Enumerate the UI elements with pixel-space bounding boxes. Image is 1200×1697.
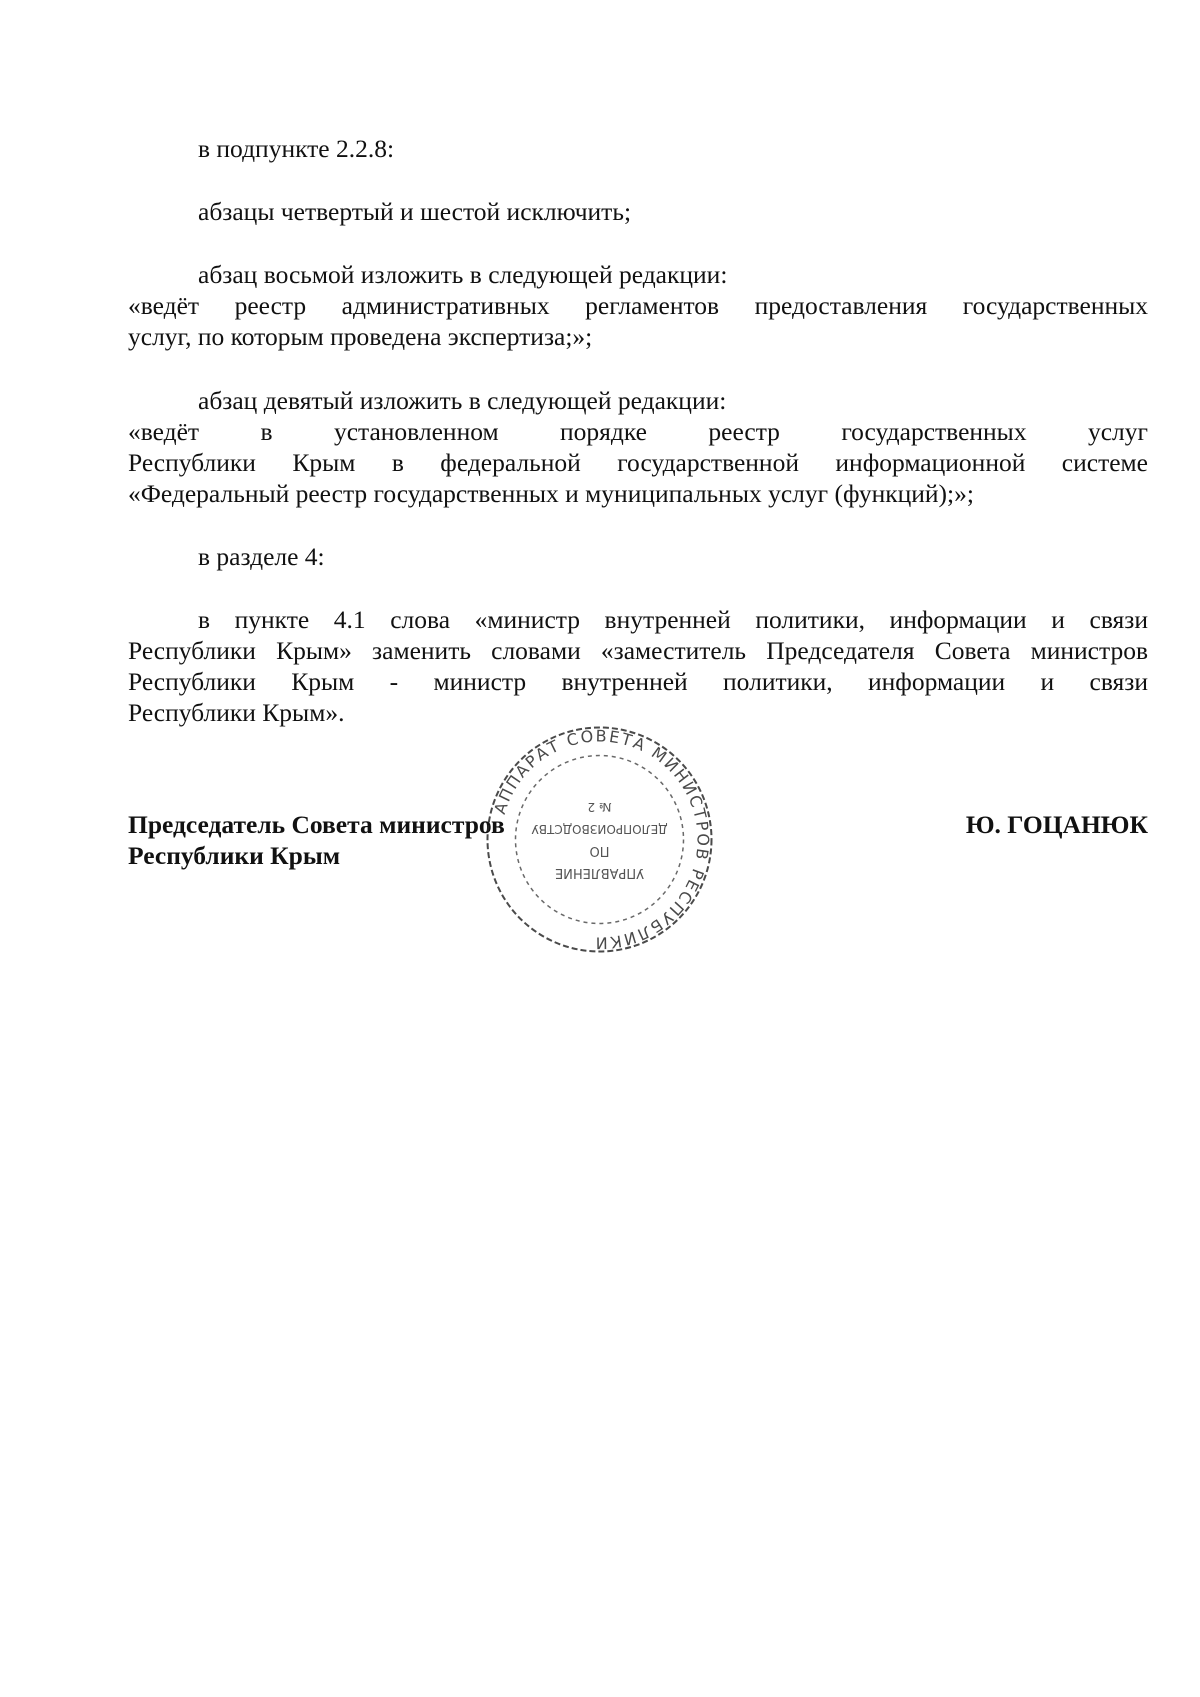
paragraph-ninth-heading: абзац девятый изложить в следующей редакции:: [198, 386, 727, 415]
paragraph-ninth-line2: Республики Крым в федеральной государственной информационной системе: [128, 448, 1148, 477]
paragraph-eighth-heading: абзац восьмой изложить в следующей редакции:: [198, 260, 728, 289]
signature-name: Ю. ГОЦАНЮК: [965, 810, 1148, 839]
official-stamp-icon: [482, 722, 717, 957]
paragraph-exclude: абзацы четвертый и шестой исключить;: [198, 197, 632, 226]
stamp-outer-text: АППАРАТ СОВЕТА МИНИСТРОВ РЕСПУБЛИКИ: [490, 726, 713, 953]
paragraph-eighth-line2: услуг, по которым проведена экспертиза;»;: [128, 322, 593, 351]
stamp-inner-line4: № 2: [587, 800, 612, 814]
paragraph-ninth-line3: «Федеральный реестр государственных и муниципальных услуг (функций);»;: [128, 479, 974, 508]
paragraph-point41-line3: Республики Крым - министр внутренней политики, информации и связи: [128, 667, 1148, 696]
paragraph-point41-line1: в пункте 4.1 слова «министр внутренней политики, информации и связи: [198, 605, 1148, 634]
signature-title-line1: Председатель Совета министров: [128, 810, 505, 839]
stamp-inner-line2: ПО: [589, 843, 610, 858]
paragraph-point41-line4: Республики Крым».: [128, 698, 345, 727]
svg-text:АППАРАТ СОВЕТА МИНИСТРОВ РЕСПУ: [490, 726, 712, 952]
signature-title-line2: Республики Крым: [128, 841, 341, 870]
paragraph-point41-line2: Республики Крым» заменить словами «заместитель Председателя Совета министров: [128, 636, 1148, 665]
stamp-inner-line3: ДЕЛОПРОИЗВОДСТВУ: [531, 822, 668, 836]
paragraph-subclause: в подпункте 2.2.8:: [198, 134, 395, 163]
paragraph-eighth-line1: «ведёт реестр административных регламентов предоставления государственных: [128, 291, 1148, 320]
paragraph-section4: в разделе 4:: [198, 542, 325, 571]
stamp-inner-line1: УПРАВЛЕНИЕ: [554, 865, 645, 880]
paragraph-ninth-line1: «ведёт в установленном порядке реестр государственных услуг: [128, 417, 1148, 446]
